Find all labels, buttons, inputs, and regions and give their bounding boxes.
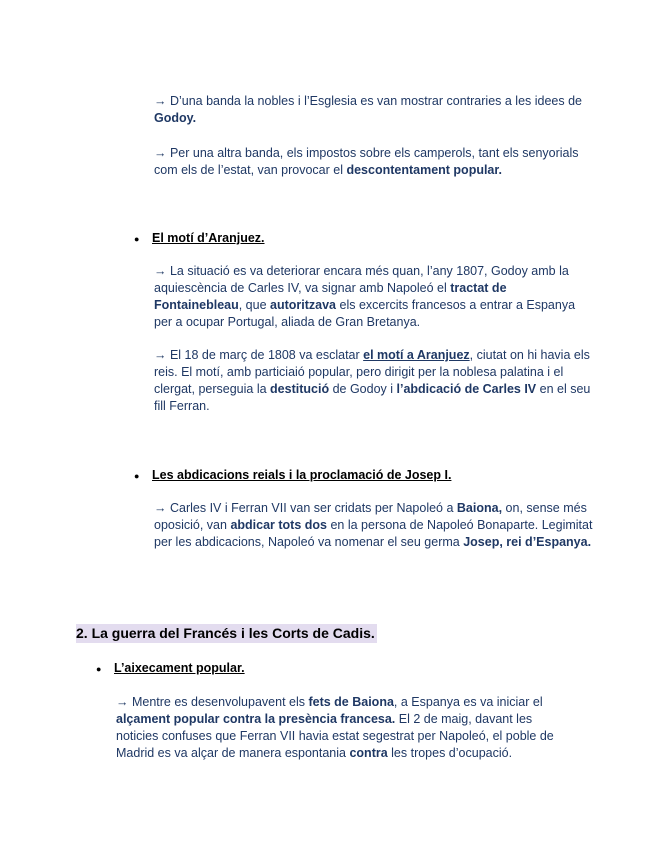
text: , a Espanya es va iniciar el [393,695,543,709]
bullet-icon: ● [96,664,102,674]
bold-underlined-text: el motí a Aranjuez [363,348,470,362]
bullet-uprising [96,660,245,678]
text: en el seu fill Ferran. [154,382,591,413]
text: els excercits francesos a entrar a Espanya per a ocupar Portugal, aliada de Gran Bretanya. [154,298,576,329]
text: El 2 de maig, davant les noticies confuses que Ferran VII havia estat segestrat per Napoleó, el poble de Madrid es va alçar de manera espontania [116,712,554,760]
bold-text: abdicar tots dos [230,518,327,532]
bold-text: tractat de Fontainebleau [154,281,507,312]
bullet-aranjuez [134,230,265,248]
text: El 18 de març de 1808 va esclatar [166,348,364,362]
text: , ciutat on hi havia els reis. El motí, amb particiaió popular, pero dirigit per la noblesa palatina i el clergat, perseguia la [154,348,590,396]
text: les tropes d’ocupació. [387,746,513,760]
bullet-label: L’aixecament popular. [114,661,245,675]
paragraph-fontainebleau [154,263,594,331]
arrow-icon: → [154,94,167,108]
bold-text: alçament popular contra la presència francesa. [116,712,396,726]
bold-text: Baiona, [456,501,503,515]
text: de Godoy i [329,382,397,396]
section-heading: 2. La guerra del Francés i les Corts de Cadis. [76,625,375,641]
text: D’una banda la nobles i l’Esglesia es van mostrar contraries a les idees de [166,94,583,108]
bullet-icon: ● [134,471,140,481]
text: La situació es va deteriorar encara més quan, l’any 1807, Godoy amb la aquiescència de Carles IV, va signar amb Napoleó el [154,264,569,295]
bold-text: destitució [270,382,330,396]
text: on, sense més oposició, van [154,501,587,532]
bullet-label: Les abdicacions reials i la proclamació de Josep I. [152,468,452,482]
paragraph-uprising [116,694,566,762]
paragraph-baiona [154,500,594,551]
text: Per una altra banda, els impostos sobre els camperols, tant els senyorials com els de l’estat, van provocar el [154,146,579,177]
paragraph-motin [154,347,594,415]
bold-text: fets de Baiona [308,695,394,709]
arrow-icon: → [116,695,129,709]
bold-text: contra [349,746,388,760]
bold-text: l’abdicació de Carles IV [396,382,537,396]
arrow-icon: → [154,348,167,362]
bold-text: autoritzava [270,298,337,312]
bullet-abdications [134,467,451,485]
text: Mentre es desenvolupavent els [128,695,309,709]
arrow-icon: → [154,146,167,160]
arrow-icon: → [154,264,167,278]
bold-text: Josep, rei d’Espanya. [463,535,592,549]
bold-text: descontentament popular. [346,163,503,177]
bullet-label: El motí d’Aranjuez. [152,231,265,245]
text: en la persona de Napoleó Bonaparte. Legimitat per les abdicacions, Napoleó va nomenar el seu germa [154,518,593,549]
bullet-icon: ● [134,234,140,244]
arrow-icon: → [154,501,167,515]
text: , que [238,298,271,312]
paragraph-nobility-church [154,93,594,127]
bold-text: Godoy. [154,111,197,125]
text: Carles IV i Ferran VII van ser cridats per Napoleó a [166,501,457,515]
paragraph-taxes [154,145,594,179]
